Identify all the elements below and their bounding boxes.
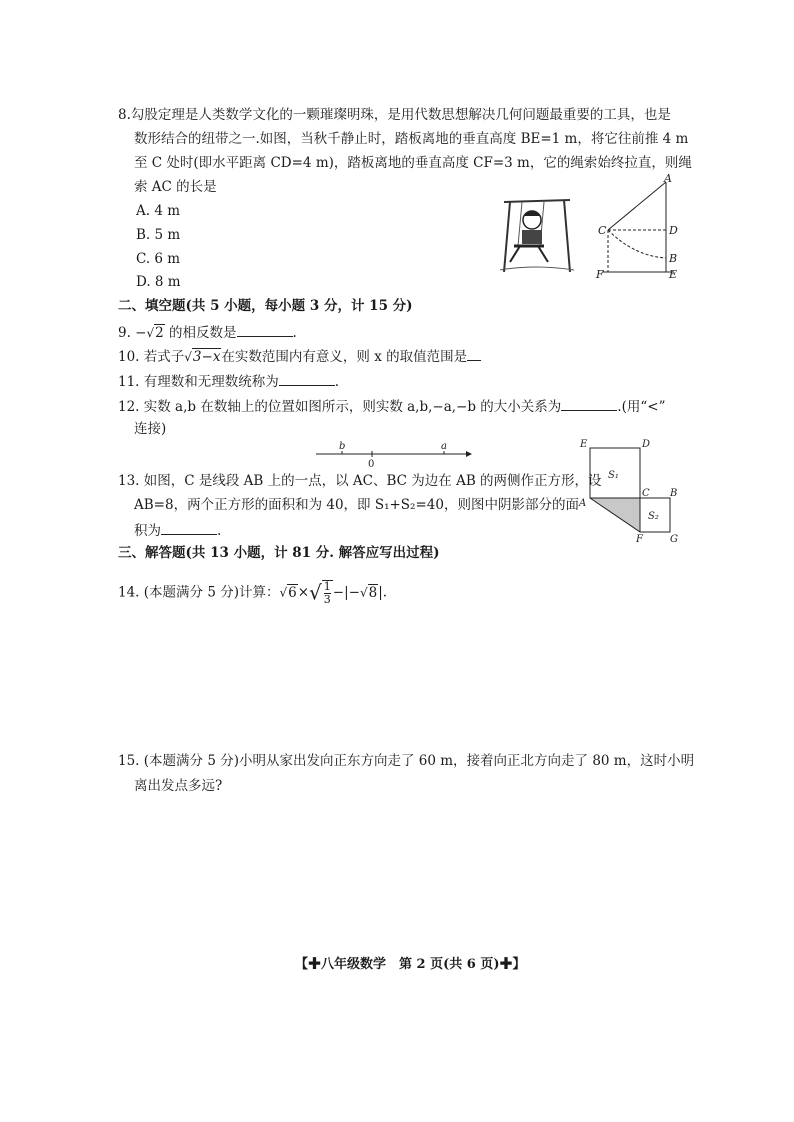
q13-label-d: D (642, 439, 651, 450)
q10-radicand: 3−x (192, 349, 221, 365)
q8-option-c: C. 6 m (136, 251, 181, 267)
q14-fraction (322, 580, 333, 606)
q15-line1: 15. (本题满分 5 分)小明从家出发向正东方向走了 60 m，接着向正北方向走了 80 m，这时小明 (118, 753, 695, 769)
q12-line2: 连接) (134, 421, 167, 437)
section-2-heading: 二、填空题(共 5 小题，每小题 3 分，计 15 分) (118, 298, 413, 314)
q13-line2: AB=8，两个正方形的面积和为 40，即 S₁+S₂=40，则图中阴影部分的面 (134, 497, 579, 513)
q8-line1: 8.勾股定理是人类数学文化的一颗璀璨明珠，是用代数思想解决几何问题最重要的工具，也是 (118, 107, 671, 123)
q9-radicand: 2 (155, 325, 164, 341)
q9: 9. −√2 的相反数是 . (118, 322, 297, 342)
q13-label-f: F (636, 534, 643, 545)
q13-label-s1: S₁ (608, 470, 619, 481)
q10-text: 在实数范围内有意义，则 x 的取值范围是 (221, 349, 468, 365)
q14-numerator: 1 (323, 580, 331, 593)
q10-prefix: 10. 若式子 (118, 349, 185, 365)
q12-text: 12. 实数 a,b 在数轴上的位置如图所示，则实数 a,b,−a,−b 的大小关系为 (118, 399, 562, 415)
section-3-heading: 三、解答题(共 13 小题，计 81 分. 解答应写出过程) (118, 545, 440, 561)
q8-label-d: D (669, 224, 678, 237)
q13-label-a: A (579, 498, 587, 509)
q8-line2: 数形结合的纽带之一.如图，当秋千静止时，踏板离地的垂直高度 BE=1 m，将它往前推 4 m (134, 131, 689, 147)
q14-radicand-6: 6 (288, 584, 297, 601)
q11-answer-blank[interactable] (279, 371, 335, 386)
q14-denominator: 3 (323, 593, 331, 606)
swing-child-illustration (500, 196, 575, 276)
q11: 11. 有理数和无理数统称为 . (118, 371, 339, 391)
q14-prefix: 14. (本题满分 5 分)计算： (118, 584, 280, 601)
q8-option-d: D. 8 m (136, 274, 181, 290)
q9-answer-blank[interactable] (237, 322, 293, 337)
q12-axis-b: b (339, 441, 346, 452)
q9-prefix: 9. − (118, 325, 147, 341)
q13-answer-blank[interactable] (161, 520, 217, 535)
q9-text: 的相反数是 (164, 325, 237, 341)
q12-axis-zero: 0 (368, 459, 375, 470)
q13-label-s2: S₂ (648, 511, 659, 522)
q14-radicand-8: 8 (368, 584, 378, 601)
q8-option-a: A. 4 m (136, 203, 181, 219)
q13-line1: 13. 如图，C 是线段 AB 上的一点，以 AC、BC 为边在 AB 的两侧作正方形，设 (118, 473, 602, 489)
q13-label-e: E (580, 439, 588, 450)
q8-swing-diagram (594, 172, 684, 281)
page-footer: 【✚八年级数学 第 2 页(共 6 页)✚】 (295, 957, 526, 972)
q8-label-e: E (669, 268, 678, 281)
q13-label-g: G (670, 534, 678, 545)
q15-line2: 离出发点多远? (134, 778, 223, 794)
q8-line3: 至 C 处时(即水平距离 CD=4 m)，踏板离地的垂直高度 CF=3 m，它的绳索始终拉直，则绳 (134, 155, 692, 171)
q8-label-c: C (598, 224, 607, 237)
q10: 10. 若式子√3−x在实数范围内有意义，则 x 的取值范围是 (118, 346, 481, 366)
q11-text: 11. 有理数和无理数统称为 (118, 374, 279, 390)
q12-axis-a: a (441, 441, 447, 452)
q12-answer-blank[interactable] (561, 396, 617, 411)
q13-label-b: B (670, 488, 678, 499)
q13-squares-diagram (576, 438, 684, 544)
q10-answer-blank[interactable] (467, 346, 481, 361)
q8-label-b: B (669, 252, 678, 265)
q8-label-f: F (596, 268, 604, 281)
q13-line3: 积为 . (134, 520, 221, 540)
q13-label-c: C (642, 488, 650, 499)
q12-number-line (312, 440, 474, 470)
q14: 14. (本题满分 5 分)计算：√6×√ $\frac{1}{3}$ −|−√8|. (118, 580, 388, 606)
q8-label-a: A (664, 172, 672, 185)
q8-option-b: B. 5 m (136, 227, 181, 243)
q12-line1: 12. 实数 a,b 在数轴上的位置如图所示，则实数 a,b,−a,−b 的大小关系为 .(用“<” (118, 396, 665, 416)
q8-line4: 索 AC 的长是 (134, 179, 217, 195)
